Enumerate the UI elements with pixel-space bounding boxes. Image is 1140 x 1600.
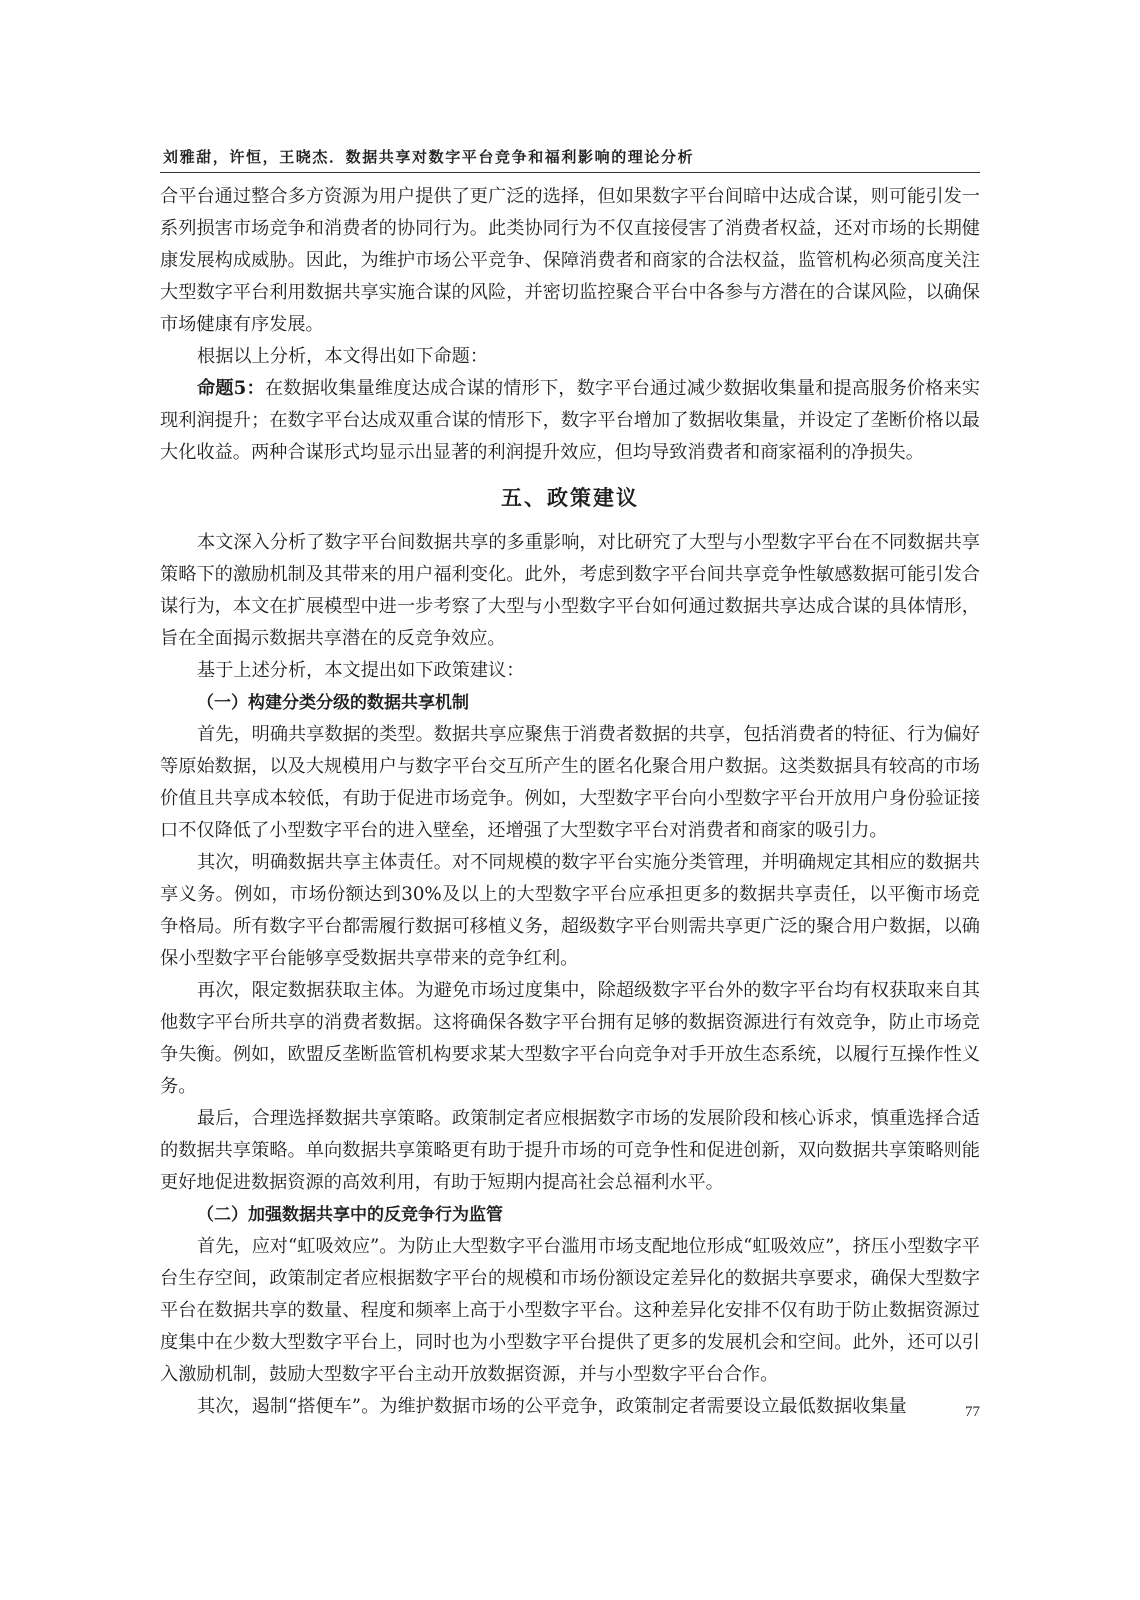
proposition-text: 在数据收集量维度达成合谋的情形下，数字平台通过减少数据收集量和提高服务价格来实现利润提升；在数字平台达成双重合谋的情形下，数字平台增加了数据收集量，并设定了垄断价格以最大化收益。两种合谋形式均显示出显著的利润提升效应，但均导致消费者和商家福利的净损失。 [160, 378, 980, 463]
article-body [160, 181, 980, 1423]
paragraph-sharing-strategy: 最后，合理选择数据共享策略。政策制定者应根据数字市场的发展阶段和核心诉求，慎重选择合适的数据共享策略。单向数据共享策略更有助于提升市场的可竞争性和促进创新，双向数据共享策略则能更好地促进数据资源的高效利用，有助于短期内提高社会总福利水平。 [160, 1108, 980, 1193]
header-rule [160, 172, 980, 173]
paragraph-continued: 合平台通过整合多方资源为用户提供了更广泛的选择，但如果数字平台间暗中达成合谋，则可能引发一系列损害市场竞争和消费者的协同行为。此类协同行为不仅直接侵害了消费者权益，还对市场的长期健康发展构成威胁。因此，为维护市场公平竞争、保障消费者和商家的合法权益，监管机构必须高度关注大型数字平台利用数据共享实施合谋的风险，并密切监控聚合平台中各参与方潜在的合谋风险，以确保市场健康有序发展。 [160, 186, 980, 335]
paragraph-analysis-lead: 根据以上分析，本文得出如下命题： [197, 346, 489, 367]
paragraph-policy-lead: 基于上述分析，本文提出如下政策建议： [197, 660, 525, 681]
subhead-data-sharing-mechanism: （一）构建分类分级的数据共享机制 [197, 693, 469, 713]
proposition-label: 命题5： [197, 378, 265, 399]
section-title: 五、政策建议 [501, 486, 639, 510]
paragraph-sharing-responsibility: 其次，明确数据共享主体责任。对不同规模的数字平台实施分类管理，并明确规定其相应的数据共享义务。例如，市场份额达到30%及以上的大型数字平台应承担更多的数据共享责任，以平衡市场竞争格局。所有数字平台都需履行数据可移植义务，超级数字平台则需共享更广泛的聚合用户数据，以确保小型数字平台能够享受数据共享带来的竞争红利。 [160, 852, 980, 969]
paragraph-data-types: 首先，明确共享数据的类型。数据共享应聚焦于消费者数据的共享，包括消费者的特征、行为偏好等原始数据，以及大规模用户与数字平台交互所产生的匿名化聚合用户数据。这类数据具有较高的市场价值且共享成本较低，有助于促进市场竞争。例如，大型数字平台向小型数字平台开放用户身份验证接口不仅降低了小型数字平台的进入壁垒，还增强了大型数字平台对消费者和商家的吸引力。 [160, 724, 980, 841]
paragraph-siphon-effect: 首先，应对“虹吸效应”。为防止大型数字平台滥用市场支配地位形成“虹吸效应”，挤压小型数字平台生存空间，政策制定者应根据数字平台的规模和市场份额设定差异化的数据共享要求，确保大型数字平台在数据共享的数量、程度和频率上高于小型数字平台。这种差异化安排不仅有助于防止数据资源过度集中在少数大型数字平台上，同时也为小型数字平台提供了更多的发展机会和空间。此外，还可以引入激励机制，鼓励大型数字平台主动开放数据资源，并与小型数字平台合作。 [160, 1236, 980, 1385]
paragraph-free-riding: 其次，遏制“搭便车”。为维护数据市场的公平竞争，政策制定者需要设立最低数据收集量 [197, 1396, 907, 1417]
page-number: 77 [965, 1404, 980, 1420]
proposition-5 [160, 373, 980, 469]
paragraph-data-access: 再次，限定数据获取主体。为避免市场过度集中，除超级数字平台外的数字平台均有权获取来自其他数字平台所共享的消费者数据。这将确保各数字平台拥有足够的数据资源进行有效竞争，防止市场竞争失衡。例如，欧盟反垄断监管机构要求某大型数字平台向竞争对手开放生态系统，以履行互操作性义务。 [160, 980, 980, 1097]
paragraph-summary: 本文深入分析了数字平台间数据共享的多重影响，对比研究了大型与小型数字平台在不同数据共享策略下的激励机制及其带来的用户福利变化。此外，考虑到数字平台间共享竞争性敏感数据可能引发合谋行为，本文在扩展模型中进一步考察了大型与小型数字平台如何通过数据共享达成合谋的具体情形，旨在全面揭示数据共享潜在的反竞争效应。 [160, 532, 980, 649]
subhead-anticompetitive-regulation: （二）加强数据共享中的反竞争行为监管 [197, 1205, 503, 1225]
running-header: 刘雅甜，许恒，王晓杰．数据共享对数字平台竞争和福利影响的理论分析 [163, 148, 695, 166]
